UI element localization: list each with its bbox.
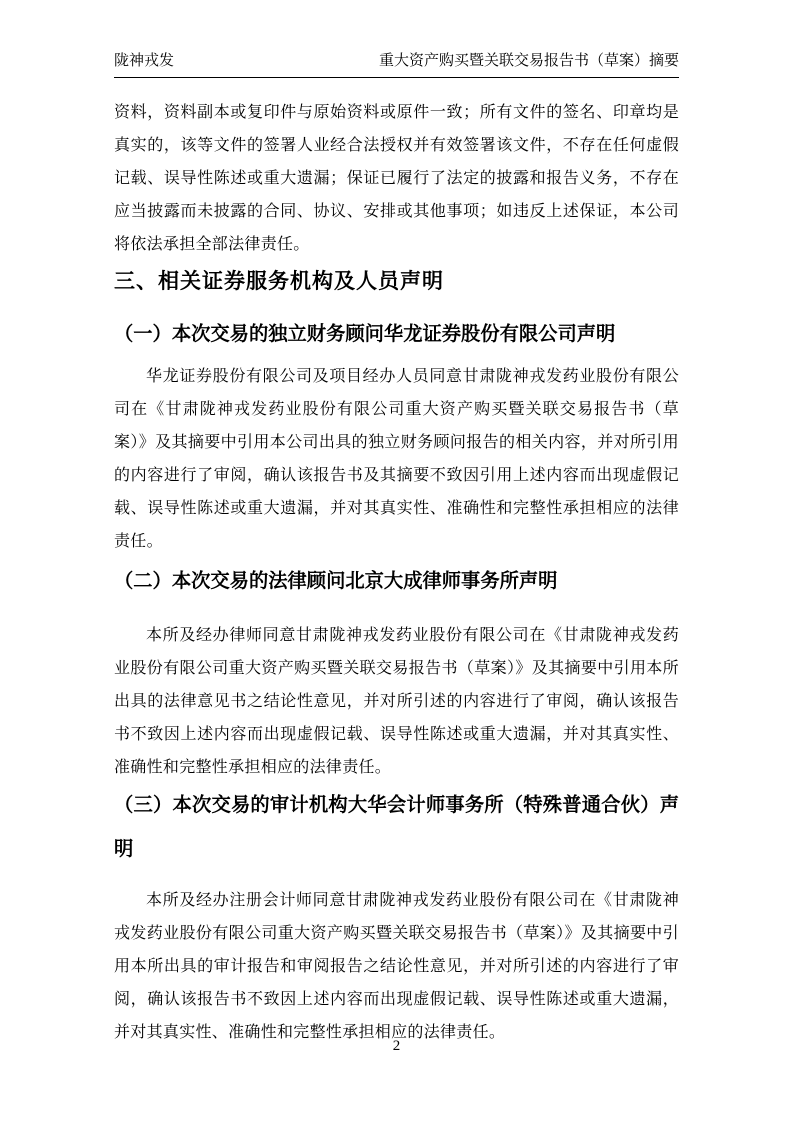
page-number: 2	[392, 1038, 401, 1054]
subsection-2-paragraph: 本所及经办律师同意甘肃陇神戎发药业股份有限公司在《甘肃陇神戎发药业股份有限公司重大资产购买暨关联交易报告书（草案）》及其摘要中引用本所出具的法律意见书之结论性意见，并对所引述的内容进行了审阅，确认该报告书不致因上述内容而出现虚假记载、误导性陈述或重大遗漏，并对其真实性、准确性和完整性承担相应的法律责任。	[114, 627, 679, 776]
subsection-3-paragraph: 本所及经办注册会计师同意甘肃陇神戎发药业股份有限公司在《甘肃陇神戎发药业股份有限公司重大资产购买暨关联交易报告书（草案）》及其摘要中引用本所出具的审计报告和审阅报告之结论性意见，并对所引述的内容进行了审阅，确认该报告书不致因上述内容而出现虚假记载、误导性陈述或重大遗漏，并对其真实性、准确性和完整性承担相应的法律责任。	[114, 892, 679, 1041]
subsection-1-paragraph: 华龙证券股份有限公司及项目经办人员同意甘肃陇神戎发药业股份有限公司在《甘肃陇神戎发药业股份有限公司重大资产购买暨关联交易报告书（草案）》及其摘要中引用本公司出具的独立财务顾问报告的相关内容，并对所引用的内容进行了审阅，确认该报告书及其摘要不致因引用上述内容而出现虚假记载、误导性陈述或重大遗漏，并对其真实性、准确性和完整性承担相应的法律责任。	[114, 368, 679, 550]
header-company-name: 陇神戎发	[114, 53, 175, 69]
running-header	[114, 52, 679, 78]
subsection-2-heading: （二）本次交易的法律顾问北京大成律师事务所声明	[114, 571, 558, 592]
section-heading: 三、相关证券服务机构及人员声明	[114, 270, 444, 293]
subsection-3-heading: （三）本次交易的审计机构大华会计师事务所（特殊普通合伙）声明	[114, 795, 679, 860]
page-footer	[0, 1036, 793, 1056]
continuation-paragraph: 资料，资料副本或复印件与原始资料或原件一致；所有文件的签名、印章均是真实的，该等文件的签署人业经合法授权并有效签署该文件，不存在任何虚假记载、误导性陈述或重大遗漏；保证已履行了法定的披露和报告义务，不存在应当披露而未披露的合同、协议、安排或其他事项；如违反上述保证，本公司将依法承担全部法律责任。	[114, 104, 679, 253]
subsection-1-heading: （一）本次交易的独立财务顾问华龙证券股份有限公司声明	[114, 324, 616, 345]
header-doc-title: 重大资产购买暨关联交易报告书（草案）摘要	[378, 53, 679, 69]
document-content	[114, 96, 679, 1049]
